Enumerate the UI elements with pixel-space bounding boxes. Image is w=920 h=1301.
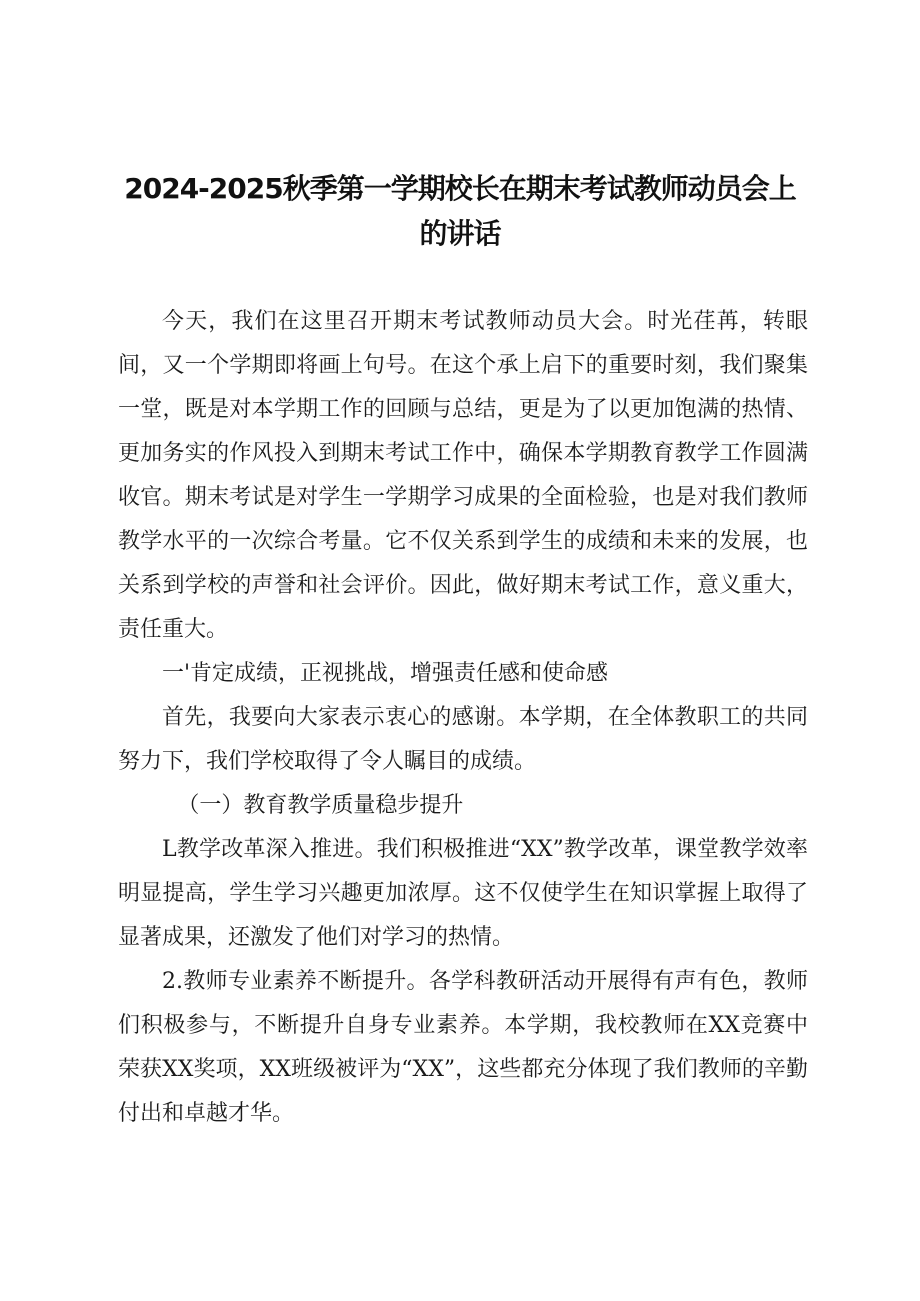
- subsection-heading-1: （一）教育教学质量稳步提升: [177, 793, 464, 818]
- section-heading-1: 一'肯定成绩，正视挑战，增强责任感和使命感: [162, 661, 609, 686]
- paragraph-thanks: 首先，我要向大家表示衷心的感谢。本学期，在全体教职工的共同努力下，我们学校取得了令人瞩目的成绩。: [118, 705, 808, 774]
- document-title-line-1: 2024-2025秋季第一学期校长在期末考试教师动员会上: [124, 172, 796, 205]
- list-item-2: 2.教师专业素养不断提升。各学科教研活动开展得有声有色，教师们积极参与，不断提升自身专业素养。本学期，我校教师在XX竞赛中荣获XX奖项，XX班级被评为“XX”，这些都充分体现了我们教师的辛勤付出和卓越才华。: [118, 969, 808, 1126]
- paragraph-intro: 今天，我们在这里召开期末考试教师动员大会。时光荏苒，转眼间，又一个学期即将画上句号。在这个承上启下的重要时刻，我们聚集一堂，既是对本学期工作的回顾与总结，更是为了以更加饱满的热情、更加务实的作风投入到期末考试工作中，确保本学期教育教学工作圆满收官。期末考试是对学生一学期学习成果的全面检验，也是对我们教师教学水平的一次综合考量。它不仅关系到学生的成绩和未来的发展，也关系到学校的声誉和社会评价。因此，做好期末考试工作，意义重大，责任重大。: [118, 309, 808, 642]
- document-body: [118, 300, 808, 1136]
- list-item-1: L教学改革深入推进。我们积极推进“XX”教学改革，课堂教学效率明显提高，学生学习兴趣更加浓厚。这不仅使学生在知识掌握上取得了显著成果，还激发了他们对学习的热情。: [118, 837, 808, 950]
- document-title-line-2: 的讲话: [419, 217, 501, 250]
